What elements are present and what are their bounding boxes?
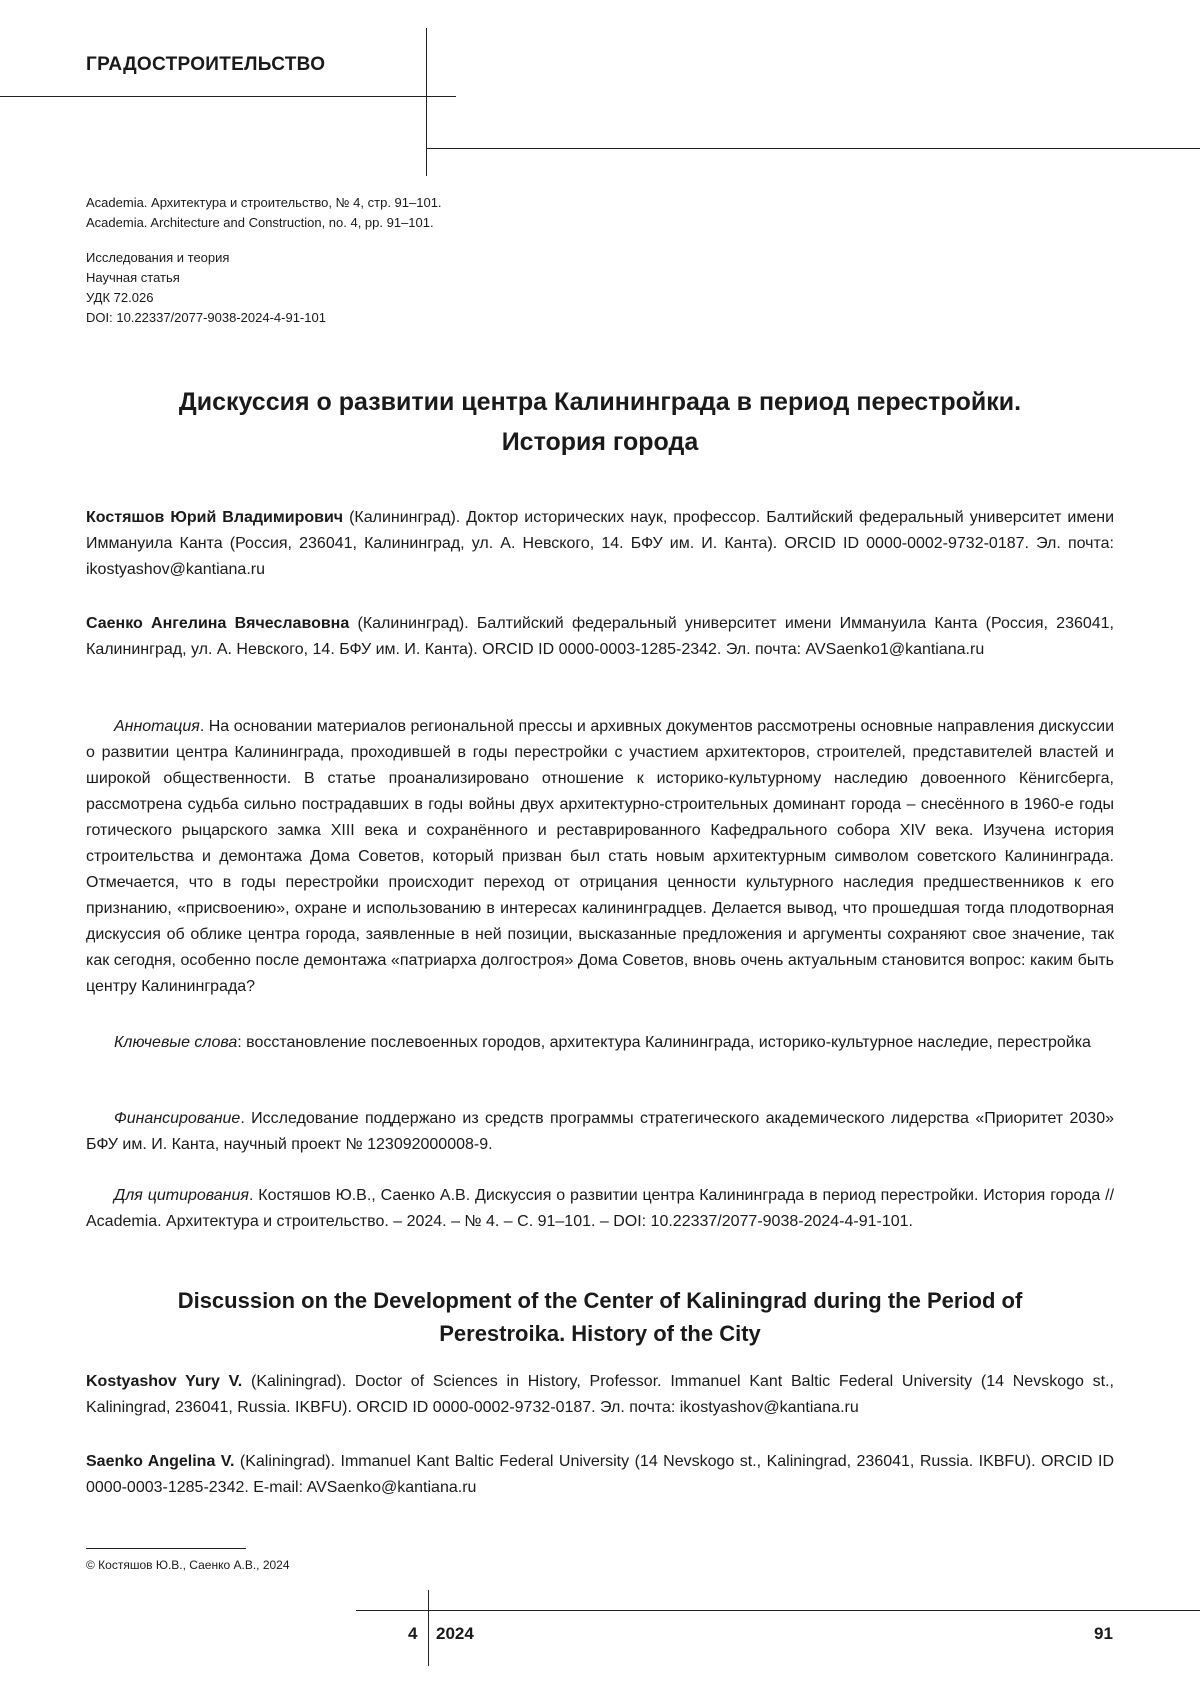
title-ru-line2: История города <box>501 428 699 456</box>
journal-citation-ru: Academia. Архитектура и строительство, № 4, стр. 91–101. <box>86 195 442 210</box>
author-name: Kostyashov Yury V. <box>86 1373 243 1390</box>
header-horizontal-rule <box>0 96 456 97</box>
section-heading: ГРАДОСТРОИТЕЛЬСТВО <box>86 54 326 75</box>
journal-info <box>86 193 442 233</box>
udk: УДК 72.026 <box>86 290 154 305</box>
author-ru-1 <box>86 505 1114 583</box>
footer-rule <box>356 1610 1200 1611</box>
issue-year: 2024 <box>436 1624 474 1643</box>
article-type: Научная статья <box>86 270 180 285</box>
footnote-rule <box>86 1548 246 1549</box>
doi: DOI: 10.22337/2077-9038-2024-4-91-101 <box>86 310 326 325</box>
funding <box>86 1106 1114 1158</box>
journal-citation-en: Academia. Architecture and Construction, no. 4, pp. 91–101. <box>86 215 434 230</box>
author-name: Костяшов Юрий Владимирович <box>86 509 344 526</box>
issue-number: 4 <box>408 1624 418 1643</box>
article-title-en <box>80 1284 1120 1350</box>
author-ru-2 <box>86 611 1114 663</box>
funding-text: . Исследование поддержано из средств программы стратегического академического лидерства «Приоритет 2030» БФУ им. И. Канта, научный проект № 123092000008-9. <box>86 1110 1114 1153</box>
author-details: (Kaliningrad). Immanuel Kant Baltic Federal University (14 Nevskogo st., Kaliningrad, 236041, Russia. IKBFU). ORCID ID 0000-0003-1285-2342. E-mail: AVSaenko@kantiana.ru <box>86 1453 1114 1496</box>
title-en-line1: Discussion on the Development of the Center of Kaliningrad during the Period of <box>177 1288 1023 1313</box>
author-name: Saenko Angelina V. <box>86 1453 235 1470</box>
header-horizontal-rule-right <box>426 148 1200 149</box>
footer-vertical-rule <box>428 1590 429 1666</box>
title-en-line2: Perestroika. History of the City <box>439 1321 761 1346</box>
citation-text: . Костяшов Ю.В., Саенко А.В. Дискуссия о развитии центра Калининграда в период перестройки. История города // Academia. Архитектура и строительство. – 2024. – № 4. – С. 91–101. – DOI: 10.22337/2077-9038-2024-4-91-101. <box>86 1187 1115 1230</box>
citation <box>86 1183 1114 1235</box>
keywords-text: : восстановление послевоенных городов, архитектура Калининграда, историко-культурное наследие, перестройка <box>237 1034 1091 1051</box>
author-en-1 <box>86 1369 1114 1421</box>
article-meta <box>86 248 326 328</box>
author-details: (Kaliningrad). Doctor of Sciences in History, Professor. Immanuel Kant Baltic Federal University (14 Nevskogo st., Kaliningrad, 236041, Russia. IKBFU). ORCID ID 0000-0002-9732-0187. Эл. почта: ikostyashov@kantiana.ru <box>86 1373 1114 1416</box>
abstract <box>86 714 1114 1000</box>
author-en-2 <box>86 1449 1114 1501</box>
keywords-label: Ключевые слова <box>114 1034 238 1051</box>
article-category: Исследования и теория <box>86 250 230 265</box>
title-ru-line1: Дискуссия о развитии центра Калининграда в период перестройки. <box>178 388 1022 416</box>
abstract-label: Аннотация <box>114 718 200 735</box>
author-details: (Калининград). Балтийский федеральный университет имени Иммануила Канта (Россия, 236041, Калининград, ул. А. Невского, 14. БФУ им. И. Канта). ORCID ID 0000-0003-1285-2342. Эл. почта: AVSaenko1@kantiana.ru <box>86 615 1115 658</box>
keywords <box>86 1030 1114 1056</box>
author-details: (Калининград). Доктор исторических наук, профессор. Балтийский федеральный университет имени Иммануила Канта (Россия, 236041, Калининград, ул. А. Невского, 14. БФУ им. И. Канта). ORCID ID 0000-0002-9732-0187. Эл. почта: ikostyashov@kantiana.ru <box>86 509 1115 578</box>
abstract-text: . На основании материалов региональной прессы и архивных документов рассмотрены основные направления дискуссии о развитии центра Калининграда, проходившей в годы перестройки с участием архитекторов, строителей, представителей властей и широкой общественности. В статье проанализировано отношение к историко-культурному наследию довоенного Кёнигсберга, рассмотрена судьба сильно пострадавших в годы войны двух архитектурно-строительных доминант города – снесённого в 1960-е годы готического рыцарского замка XIII века и сохранённого и реставрированного Кафедрального собора XIV века. Изучена история строительства и демонтажа Дома Советов, который призван был стать новым архитектурным символом советского Калининграда. Отмечается, что в годы перестройки происходит переход от отрицания ценности культурного наследия предшественников к его признанию, «присвоению», охране и использованию в интересах калининградцев. Делается вывод, что прошедшая тогда плодотворная дискуссия об облике центра города, заявленные в ней позиции, высказанные предложения и аргументы сохраняют свое значение, так как сегодня, особенно после демонтажа «патриарха долгостроя» Дома Советов, вновь очень актуальным становится вопрос: каким быть центру Калининграда? <box>86 718 1114 995</box>
article-title-ru <box>80 382 1120 462</box>
funding-label: Финансирование <box>114 1110 241 1127</box>
citation-label: Для цитирования <box>114 1187 249 1204</box>
page-number: 91 <box>1094 1624 1113 1643</box>
header-vertical-rule <box>426 28 427 176</box>
copyright-footnote: © Костяшов Ю.В., Саенко А.В., 2024 <box>86 1558 290 1572</box>
author-name: Саенко Ангелина Вячеславовна <box>86 615 350 632</box>
